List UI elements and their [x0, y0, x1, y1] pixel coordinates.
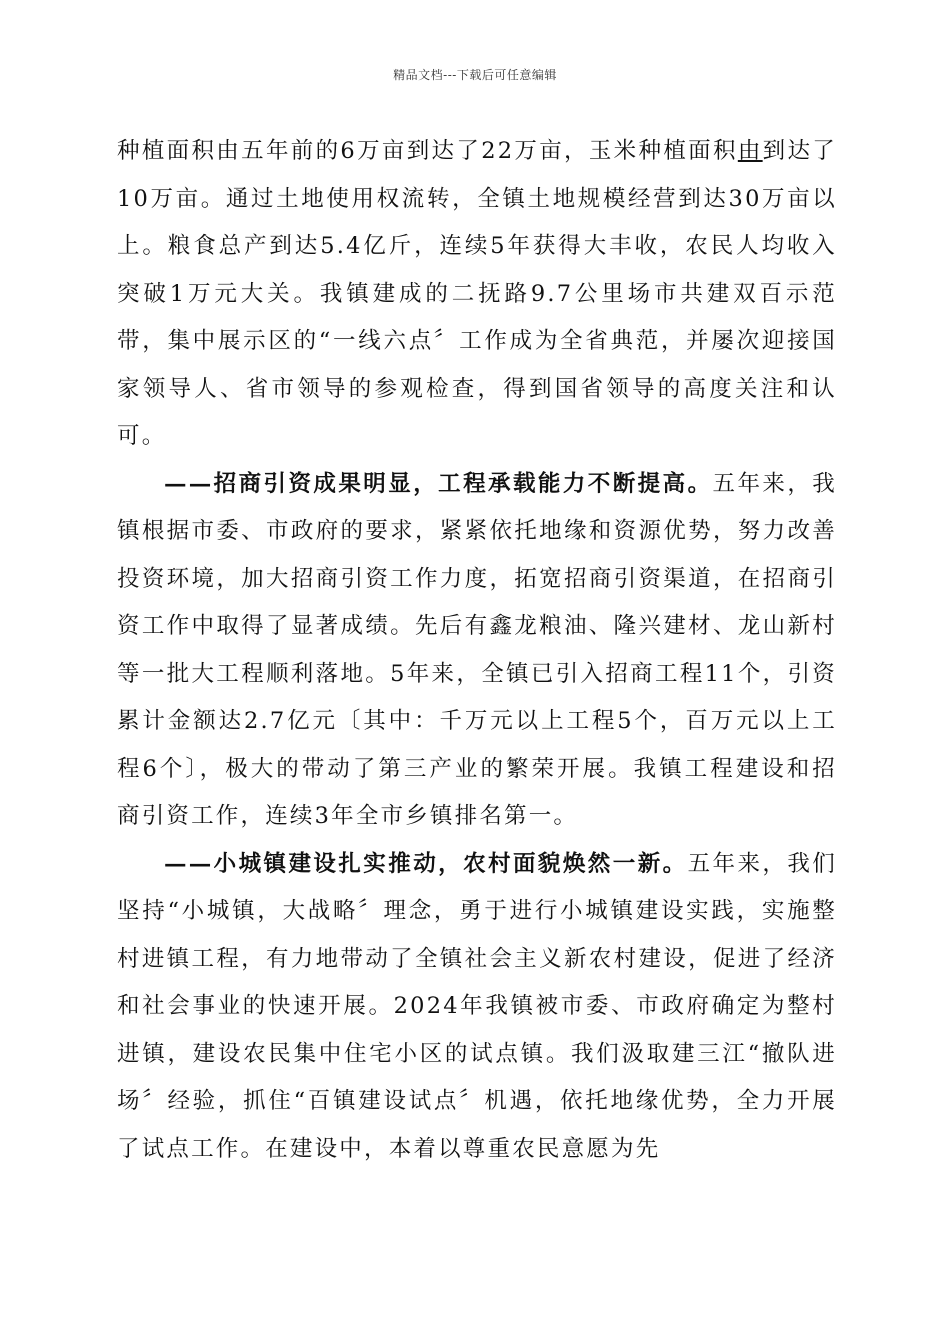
section-heading-town-construction: ——小城镇建设扎实推动，农村面貌焕然一新。 [164, 850, 688, 877]
paragraph-1-text: 种植面积由五年前的6万亩到达了22万亩，玉米种植面积 [117, 138, 738, 164]
section-heading-investment: ——招商引资成果明显，工程承载能力不断提高。 [164, 470, 713, 497]
paragraph-3-text: 五年来，我们坚持“小城镇，大战略〞理念，勇于进行小城镇建设实践，实施整村进镇工程，有力地带动了全镇社会主义新农村建设，促进了经济和社会事业的快速开展。2024年我镇被市委、市政府确定为整村进镇，建设农民集中住宅小区的试点镇。我们汲取建三江“撤队进场〞经验，抓住“百镇建设试点〞机遇，依托地缘优势，全力开展了试点工作。在建设中，本着以尊重农民意愿为先 [117, 850, 837, 1162]
paragraph-2-text: 五年来，我镇根据市委、市政府的要求，紧紧依托地缘和资源优势，努力改善投资环境，加大招商引资工作力度，拓宽招商引资渠道，在招商引资工作中取得了显著成绩。先后有鑫龙粮油、隆兴建材、龙山新村等一批大工程顺利落地。5年来，全镇已引入招商工程11个，引资累计金额达2.7亿元〔其中：千万元以上工程5个，百万元以上工程6个〕，极大的带动了第三产业的繁荣开展。我镇工程建设和招商引资工作，连续3年全市乡镇排名第一。 [117, 470, 837, 829]
paragraph-2 [117, 461, 837, 841]
underlined-char: 由 [737, 138, 763, 164]
paragraph-1-text-cont: 到达了10万亩。通过土地使用权流转，全镇土地规模经营到达30万亩以上。粮食总产到达5.4亿斤，连续5年获得大丰收，农民人均收入突破1万元大关。我镇建成的二抚路9.7公里场市共建双百示范带，集中展示区的“一线六点〞工作成为全省典范，并屡次迎接国家领导人、省市领导的参观检查，得到国省领导的高度关注和认可。 [117, 138, 837, 449]
page-header: 精品文档---下载后可任意编辑 [393, 68, 557, 82]
paragraph-1 [117, 128, 837, 461]
paragraph-3 [117, 841, 837, 1174]
document-body [117, 128, 837, 1173]
